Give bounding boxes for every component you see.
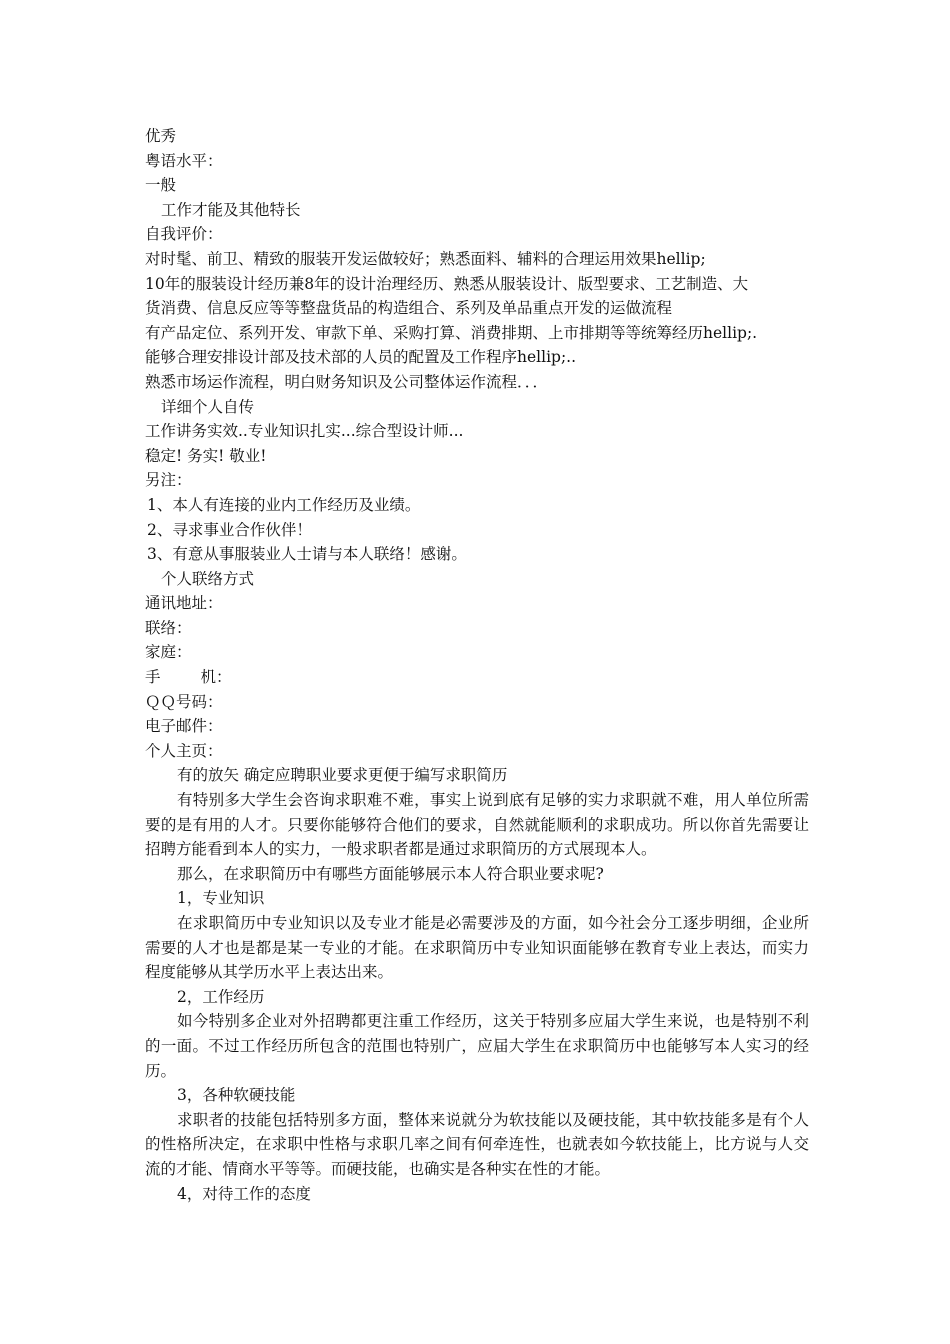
skills-heading: 工作才能及其他特长 (161, 200, 301, 219)
article-intro: 有特别多大学生会咨询求职难不难，事实上说到底有足够的实力求职就不难，用人单位所需要的是有用的人才。只要你能够符合他们的要求，自然就能顺利的求职成功。所以你首先需要让招聘方能看到本人的实力，一般求职者都是通过求职简历的方式展现本人。 (145, 791, 809, 859)
qq-label: ＱＱ号码： (145, 692, 223, 711)
self-eval-line: 对时髦、前卫、精致的服装开发运做较好；熟悉面料、辅料的合理运用效果hellip; (145, 249, 706, 268)
note-item: 3、有意从事服装业人士请与本人联络！感谢。 (147, 545, 467, 564)
article-item-title: 2，工作经历 (177, 987, 265, 1006)
article-item-title: 3，各种软硬技能 (177, 1086, 296, 1105)
autobiography-line: 另注： (145, 471, 192, 490)
self-eval-line: 熟悉市场运作流程，明白财务知识及公司整体运作流程．．． (145, 372, 549, 391)
self-eval-line: 有产品定位、系列开发、审款下单、采购打算、消费排期、上市排期等等统筹经历hellip;. (145, 323, 758, 342)
mobile-label-b: 机： (200, 668, 232, 687)
cantonese-level-label: 粤语水平： (145, 151, 223, 170)
contact-heading: 个人联络方式 (161, 569, 255, 588)
autobiography-heading: 详细个人自传 (161, 397, 255, 416)
document-page (145, 124, 809, 1206)
address-label: 通讯地址： (145, 594, 223, 613)
self-eval-line: 10年的服装设计经历兼8年的设计治理经历、熟悉从服装设计、版型要求、工艺制造、大 (145, 274, 749, 293)
contact-label: 联络： (145, 618, 192, 637)
article-item-body: 在求职简历中专业知识以及专业才能是必需要涉及的方面，如今社会分工逐步明细，企业所需要的人才也是都是某一专业的才能。在求职简历中专业知识面能够在教育专业上表达，而实力程度能够从其学历水平上表达出来。 (145, 914, 809, 982)
self-eval-line: 能够合理安排设计部及技术部的人员的配置及工作程序hellip;.. (145, 348, 577, 367)
email-label: 电子邮件： (145, 717, 223, 736)
self-eval-line: 货消费、信息反应等等整盘货品的构造组合、系列及单品重点开发的运做流程 (145, 299, 673, 318)
autobiography-line: 稳定! 务实! 敬业! (145, 446, 267, 465)
article-item-body: 如今特别多企业对外招聘都更注重工作经历，这关于特别多应届大学生来说，也是特别不利的一面。不过工作经历所包含的范围也特别广，应届大学生在求职简历中也能够写本人实习的经历。 (145, 1012, 809, 1080)
note-item: 2、寻求事业合作伙伴！ (147, 520, 312, 539)
autobiography-line: 工作讲务实效..专业知识扎实...综合型设计师... (145, 422, 464, 441)
article-item-title: 1，专业知识 (177, 889, 265, 908)
self-eval-label: 自我评价： (145, 225, 223, 244)
skill-level-text: 优秀 (145, 127, 177, 145)
homepage-label: 个人主页： (145, 741, 223, 760)
mobile-label (145, 665, 809, 690)
article-question: 那么，在求职简历中有哪些方面能够展示本人符合职业要求呢? (177, 864, 604, 883)
home-label: 家庭： (145, 643, 192, 662)
cantonese-level-value: 一般 (145, 176, 177, 195)
article-item-body: 求职者的技能包括特别多方面，整体来说就分为软技能以及硬技能，其中软技能多是有个人的性格所决定，在求职中性格与求职几率之间有何牵连性，也就表如今软技能上，比方说与人交流的才能、情商水平等等。而硬技能，也确实是各种实在性的才能。 (145, 1110, 809, 1178)
article-item-title: 4，对待工作的态度 (177, 1184, 311, 1203)
article-title: 有的放矢 确定应聘职业要求更便于编写求职简历 (177, 766, 508, 785)
mobile-label-a: 手 (145, 668, 161, 687)
note-item: 1、本人有连接的业内工作经历及业绩。 (147, 495, 421, 514)
